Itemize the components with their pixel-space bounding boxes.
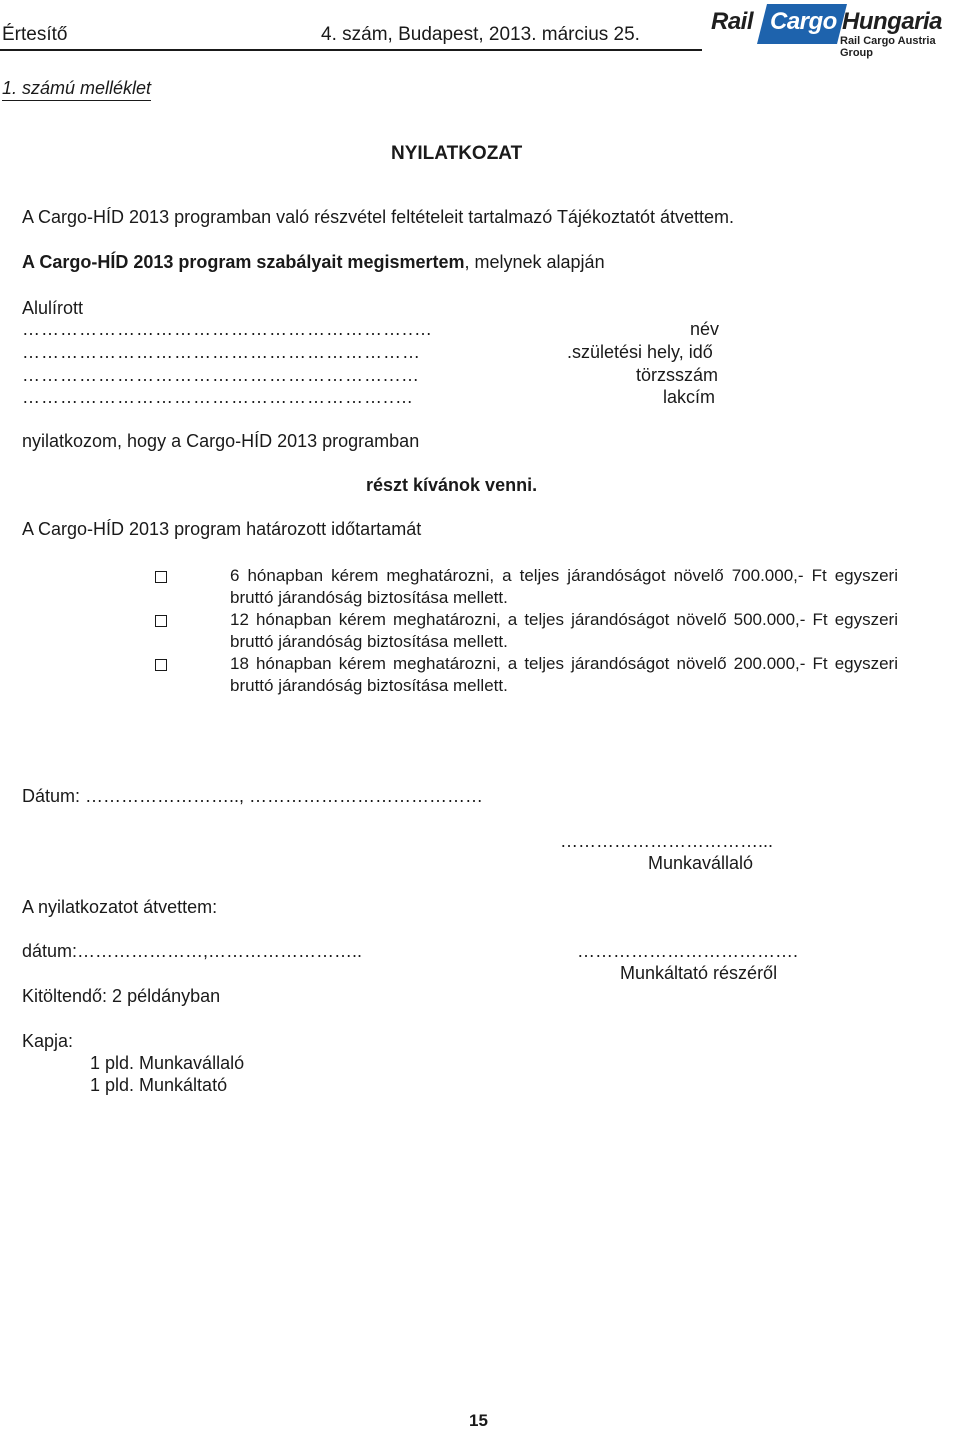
rules-rest-text: , melynek alapján <box>464 252 605 272</box>
duration-option-12-months[interactable] <box>155 609 900 653</box>
rules-bold-text: A Cargo-HÍD 2013 program szabályait megismertem <box>22 252 465 272</box>
duration-option-6-months[interactable] <box>155 565 900 609</box>
option-text: 6 hónapban kérem meghatározni, a teljes járandóságot növelő 700.000,- Ft egyszeri bruttó járandóság biztosítása mellett. <box>230 566 898 607</box>
birth-field-dots: ……………………………………………………… <box>22 342 421 362</box>
name-field-label: név <box>690 319 720 339</box>
date-line[interactable]: Dátum: …………………….., ………………………………… <box>22 786 484 806</box>
received-info-text: A Cargo-HÍD 2013 programban való részvétel feltételeit tartalmazó Tájékoztatót átvettem. <box>22 207 735 227</box>
annex-label: 1. számú melléklet <box>2 78 151 101</box>
recipients-label: Kapja: <box>22 1031 74 1051</box>
duration-text: A Cargo-HÍD 2013 program határozott időtartamát <box>22 519 422 539</box>
page-title: NYILATKOZAT <box>391 143 523 164</box>
registry-field[interactable] <box>22 365 752 387</box>
checkbox[interactable] <box>155 571 167 583</box>
recipient-employee: 1 pld. Munkavállaló <box>90 1053 245 1073</box>
address-field[interactable] <box>22 387 752 409</box>
journal-title: Értesítő <box>2 24 68 45</box>
address-field-label: lakcím <box>663 387 716 407</box>
checkbox[interactable] <box>155 615 167 627</box>
employee-signature-line[interactable]: ……………………………... <box>560 831 774 851</box>
name-field-dots: ……………………………………………………..… <box>22 319 434 339</box>
address-field-dots: …………………………………………………..… <box>22 387 415 407</box>
issue-info: 4. szám, Budapest, 2013. március 25. <box>321 24 640 45</box>
logo-rail-text: Rail <box>711 8 754 35</box>
birth-field[interactable] <box>22 342 752 364</box>
employer-signature-line[interactable]: ………………………………. <box>577 941 799 961</box>
name-field[interactable] <box>22 319 752 341</box>
registry-field-dots: …………………………………………………...… <box>22 365 421 385</box>
option-text: 12 hónapban kérem meghatározni, a teljes járandóságot növelő 500.000,- Ft egyszeri bruttó járandóság biztosítása mellett. <box>230 610 898 651</box>
logo-group-text: Rail Cargo Austria Group <box>840 35 936 59</box>
logo-cargo-text: Cargo <box>770 8 837 35</box>
header-rule <box>0 49 702 51</box>
receipt-date-line[interactable]: dátum:…………………,…………………….. <box>22 941 363 961</box>
logo-hungaria-text: Hungaria <box>842 8 943 35</box>
rail-cargo-hungaria-logo <box>710 2 960 59</box>
employer-signature-label: Munkáltató részéről <box>620 963 778 983</box>
declaration-text: nyilatkozom, hogy a Cargo-HÍD 2013 programban <box>22 431 420 451</box>
participation-text: részt kívánok venni. <box>366 475 538 495</box>
employee-signature-label: Munkavállaló <box>648 853 754 873</box>
rules-text <box>22 252 605 273</box>
checkbox[interactable] <box>155 659 167 671</box>
birth-field-label: .születési hely, idő <box>567 342 713 362</box>
recipient-employer: 1 pld. Munkáltató <box>90 1075 228 1095</box>
copies-note: Kitöltendő: 2 példányban <box>22 986 221 1006</box>
page-number: 15 <box>469 1411 488 1430</box>
undersigned-text: Alulírott <box>22 298 84 318</box>
option-text: 18 hónapban kérem meghatározni, a teljes járandóságot növelő 200.000,- Ft egyszeri bruttó járandóság biztosítása mellett. <box>230 654 898 695</box>
registry-field-label: törzsszám <box>636 365 719 385</box>
received-by-label: A nyilatkozatot átvettem: <box>22 897 218 917</box>
duration-option-18-months[interactable] <box>155 653 900 697</box>
